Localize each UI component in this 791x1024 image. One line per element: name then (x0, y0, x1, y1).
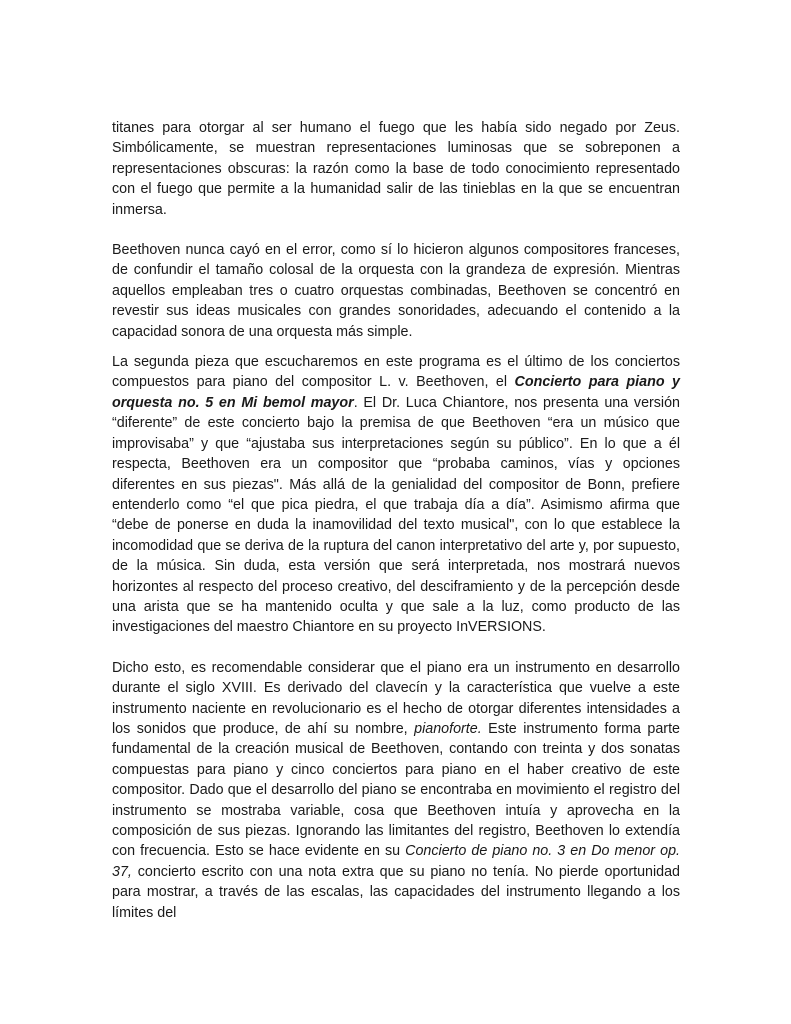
text-segment: La segunda pieza que escucharemos en este programa es el último de los conciertos compuestos para piano del compositor L. v. Beethoven, el (112, 354, 680, 391)
text-segment: . El Dr. Luca Chiantore, nos presenta una versión “diferente” de este concierto bajo la premisa de que Beethoven “era un músico que improvisaba” y que “ajustaba sus interpretaciones según su público”. En lo que a él respecta, Beethoven era un compositor que “probaba caminos, vías y opciones diferentes en sus piezas". Más allá de la genialidad del compositor de Bonn, prefiere entenderlo como “el que pica piedra, el que trabaja día a día”. Asimismo afirma que “debe de ponerse en duda la inamovilidad del texto musical", con lo que establece la incomodidad que se deriva de la ruptura del canon interpretativo del arte y, por supuesto, de la música. Sin duda, esta versión que será interpretada, nos mostrará nuevos horizontes al respecto del proceso creativo, del desciframiento y de la percepción desde una arista que se ha mantenido oculta y que sale a la luz, como producto de las investigaciones del maestro Chiantore en su proyecto InVERSIONS. (112, 394, 681, 636)
text-segment: concierto escrito con una nota extra que su piano no tenía. No pierde oportunidad para mostrar, a través de las escalas, las capacidades del instrumento llegando a los límites del (112, 863, 680, 921)
text-segment: Dicho esto, es recomendable considerar que el piano era un instrumento en desarrollo durante el siglo XVIII. Es derivado del clavecín y la característica que vuelve a este instrumento naciente en revolucionario es el hecho de otorgar diferentes intensidades a los sonidos que produce, de ahí su nombre, (112, 659, 680, 737)
text-segment: Este instrumento forma parte fundamental de la creación musical de Beethoven, contando con treinta y dos sonatas compuestas para piano y cinco conciertos para piano en el haber creativo de este compositor. Dado que el desarrollo del piano se encontraba en movimiento el registro del instrumento se mostraba variable, cosa que Beethoven intuía y aprovecha en la composición de sus piezas. Ignorando las limitantes del registro, Beethoven lo extendía con frecuencia. Esto se hace evidente en su (112, 720, 680, 860)
concerto-no3-title: Concierto de piano no. 3 en Do menor op. 37, (112, 843, 680, 880)
paragraph-concerto-no5 (112, 352, 680, 638)
text-segment: titanes para otorgar al ser humano el fuego que les había sido negado por Zeus. Simbólicamente, se muestran representaciones luminosas que se sobreponen a representaciones obscuras: la razón como la base de todo conocimiento representado con el fuego que permite a la humanidad salir de las tinieblas en la que se encuentran inmersa. (112, 120, 680, 218)
paragraph-beethoven-orchestra (112, 240, 680, 342)
paragraph-piano-history (112, 658, 680, 923)
document-page (112, 118, 680, 923)
text-segment: Beethoven nunca cayó en el error, como sí lo hicieron algunos compositores franceses, de confundir el tamaño colosal de la orquesta con la grandeza de expresión. Mientras aquellos empleaban tres o cuatro orquestas combinadas, Beethoven se concentró en revestir sus ideas musicales con grandes sonoridades, adecuando el contenido a la capacidad sonora de una orquesta más simple. (112, 242, 680, 340)
pianoforte-term: pianoforte. (414, 720, 482, 737)
paragraph-prometheus-fire (112, 118, 680, 220)
concerto-title-emphasis: Concierto para piano y orquesta no. 5 en Mi bemol mayor (112, 374, 680, 411)
